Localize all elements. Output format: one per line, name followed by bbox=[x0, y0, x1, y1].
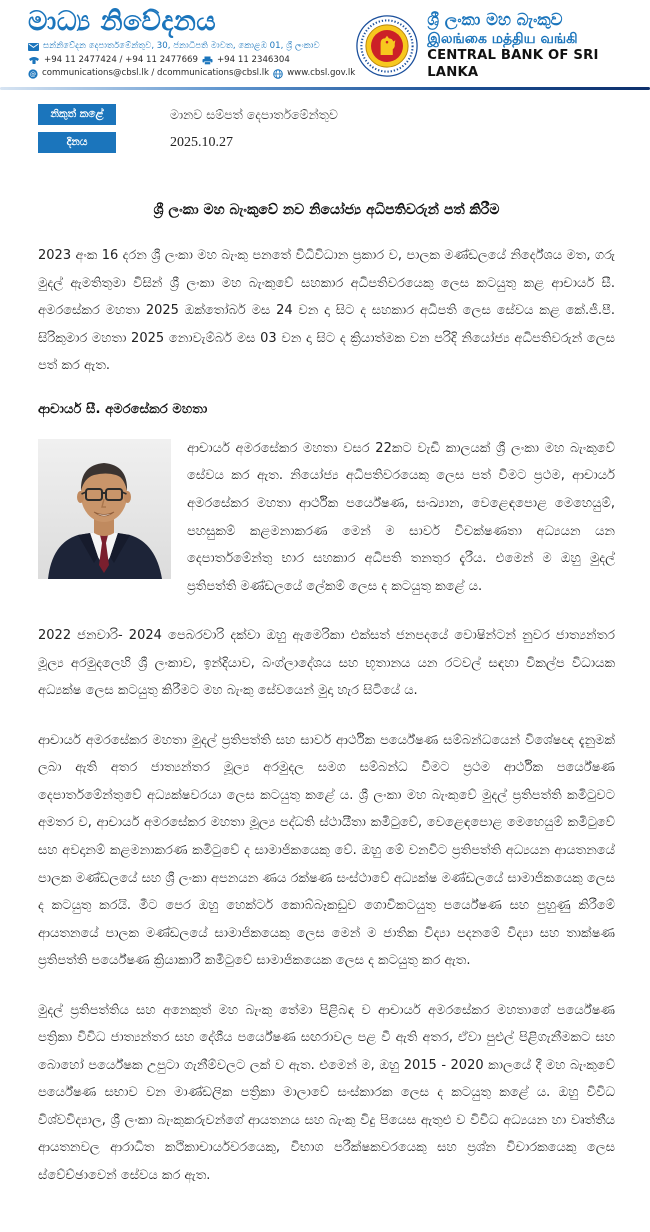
date-badge: දිනය bbox=[38, 132, 116, 153]
globe-icon bbox=[273, 69, 283, 79]
document-body bbox=[0, 160, 650, 1231]
bank-name-sinhala: ශ්‍රී ලංකා මහ බැංකුව bbox=[427, 10, 563, 29]
meta-section bbox=[0, 90, 650, 153]
phone-icon bbox=[28, 56, 40, 65]
paragraph-research-publications: මුදල් ප්‍රතිපත්තිය සහ අනෙකුත් මහ බැංකු තේමා පිළිබඳ ව ආචාර්ය අමරසේකර මහතාගේ පර්යේෂණ පත්‍රිකා විවිධ ජාත්‍යන්තර සහ දේශීය පර්යේෂණ සඟරාවල පළ වී ඇති අතර, ඒවා පුළුල් පිළිගැනීමකට සහ බොහෝ පර්යේෂක උපුටා ගැනීම්වලට ලක් ව ඇත. එමෙන් ම, ඔහු 2015 - 2020 කාලයේ දී මහ බැංකුවේ පර්යේෂණ සභාව වන මාණ්ඩලික පත්‍රිකා මාලාවේ සංස්කාරක ලෙස ද කටයුතු කළේ ය. ඔහු විවිධ විශ්වවිද්‍යාල, ශ්‍රී ලංකා බැංකුකරුවන්ගේ ආයතනය සහ බැංකු විදු පියෙස ඇතුළු ව විවිධ අධ්‍යයන හා වෘත්තීය ආයතනවල ආරාධිත කථිකාචාර්යවරයෙකු, විභාග පරීක්ෂකවරයෙකු සහ ප්‍රශ්න විචාරකයෙකු ලෙස ස්වේච්ඡාවෙන් සේවය කර ඇත. bbox=[38, 1002, 615, 1183]
cbsl-seal-logo bbox=[355, 14, 419, 78]
dr-amarasekara-photo bbox=[38, 439, 171, 579]
paragraph-imf-secondment: 2022 ජනවාරි- 2024 පෙබරවාරි දක්වා ඔහු ඇමෙරිකා එක්සත් ජනපදයේ වොෂින්ටන් නුවර ජාත්‍යන්තර මූල්‍ය අරමුදලෙහි ශ්‍රී ලංකාව, ඉන්දියාව, බංග්ලාදේශය සහ භූතානය යන රටවල් සඳහා විකල්ප විධායක අධ්‍යක්ෂ ලෙස කටයුතු කිරීමට මහ බැංකු සේවයෙන් මුදා හැර සිටියේ ය. bbox=[38, 628, 615, 699]
email-line bbox=[28, 67, 355, 80]
svg-text:@: @ bbox=[29, 70, 37, 78]
envelope-icon bbox=[28, 43, 39, 51]
masthead bbox=[0, 0, 650, 81]
press-release-headline: ශ්‍රී ලංකා මහ බැංකුවේ නව නියෝජ්‍ය අධිපතිවරුන් පත් කිරීම bbox=[153, 202, 500, 219]
paragraph-expertise-committees: ආචාර්ය අමරසේකර මහතා මුදල් ප්‍රතිපත්ති සහ සාර්ව ආර්ථික පර්යේෂණ සම්බන්ධයෙන් විශේෂඥ දැනුමක් ලබා ඇති අතර ජාත්‍යන්තර මූල්‍ය අරමුදල සමග සම්බන්ධ වීමට ප්‍රථම ආර්ථික පර්යේෂණ දෙපාර්තමේන්තුවේ අධ්‍යක්ෂවරයා ලෙස කටයුතු කළේ ය. ශ්‍රී ලංකා මහ බැංකුවේ මුදල් ප්‍රතිපත්ති කමිටුවට අමතර ව, ආචාර්ය අමරසේකර මහතා මූල්‍ය පද්ධති ස්ථායීතා කමිටුවේ, වෙළෙඳපොළ මෙහෙයුම් කමිටුවේ සහ අවදානම් කළමනාකරණ කමිටුවේ ද සාමාජිකයෙකු වේ. ඔහු මේ වනවිට ප්‍රතිපත්ති අධ්‍යයන ආයතනයේ පාලක මණ්ඩලයේ සහ ශ්‍රී ලංකා අපනයන ණය රක්ෂණ සංස්ථාවේ අධ්‍යක්ෂ මණ්ඩලයේ සාමාජිකයෙකු ලෙස ද කටයුතු කරයි. මීට පෙර ඔහු හෙක්ටර් කොබ්බෑකඩුව ගොවිකටයුතු පර්යේෂණ සහ පුහුණු කිරීමේ ආයතනයේ පාලක මණ්ඩලයේ සාමාජිකයෙකු ලෙස මෙන් ම ජාතික විද්‍යා පදනමේ විද්‍යා සහ තාක්ෂණ ප්‍රතිපත්ති පර්යේෂණ ක්‍රියාකාරී කමිටුවේ සාමාජිකයෙක ලෙස ද කටයුතු කර ඇත. bbox=[38, 732, 615, 969]
bank-name-tamil: இலங்கை மத்திய வங்கி bbox=[427, 30, 578, 47]
subheading-dr-amarasekara: ආචාර්ය සී. අමරසේකර මහතා bbox=[38, 401, 208, 417]
paragraph-career: ආචාර්ය අමරසේකර මහතා වසර 22කට වැඩි කාලයක් ශ්‍රී ලංකා මහ බැංකුවේ සේවය කර ඇත. නියෝජ්‍ය අධිපතිවරයෙකු ලෙස පත් වීමට ප්‍රථම, ආචාර්ය අමරසේකර මහතා ආර්ථික පර්යේෂණ, සංඛ්‍යාන, වෙළෙඳපොළ මෙහෙයුම්, පහසුකම් කළමනාකරණ මෙන් ම සාර්ව විචක්ෂණතා අධ්‍යයන යන දෙපාර්තමේන්තු භාර සහකාර අධිපති තනතුර දැරීය. එමෙන් ම ඔහු මුදල් ප්‍රතිපත්ති මණ්ඩලයේ ලේකම් ලෙස ද කටයුතු කළේ ය. bbox=[187, 440, 615, 594]
fax-icon bbox=[202, 56, 213, 65]
masthead-left bbox=[28, 8, 355, 80]
phone-line bbox=[28, 54, 355, 67]
email-at-icon bbox=[28, 69, 38, 79]
fax-number: +94 11 2346304 bbox=[216, 54, 290, 65]
address-line bbox=[28, 40, 355, 53]
issued-by-row bbox=[38, 104, 615, 125]
website-url: www.cbsl.gov.lk bbox=[287, 67, 356, 78]
bank-names bbox=[427, 10, 632, 81]
date-row bbox=[38, 132, 615, 153]
paragraph-appointments: 2023 අංක 16 දරන ශ්‍රී ලංකා මහ බැංකු පනතේ විධිවිධාන ප්‍රකාර ව, පාලක මණ්ඩලයේ නිර්දේශය මත, ගරු මුදල් ඇමතිතුමා විසින් ශ්‍රී ලංකා මහ බැංකුවේ සහකාර අධිපතිවරයෙකු ලෙස කටයුතු කළ ආචාර්ය සී. අමරසේකර මහතා 2025 ඔක්තෝබර් මස 24 වන දා සිට ද සහකාර අධිපති ලෙස සේවය කළ කේ.ජී.පී. සිරිකුමාර මහතා 2025 නොවැම්බර් මස 03 වන දා සිට ද ක්‍රියාත්මක වන පරිදි නියෝජ්‍ය අධිපතිවරුන් ලෙස පත් කර ඇත. bbox=[38, 248, 615, 374]
media-release-title: මාධ්‍ය නිවේදනය bbox=[28, 6, 217, 37]
address-text: සන්නිවේදන දෙපාර්තමේන්තුව, 30, ජනාධිපති මාවත, කොළඹ 01, ශ්‍රී ලංකාව bbox=[43, 41, 320, 52]
masthead-right bbox=[355, 8, 632, 81]
bank-name-english: CENTRAL BANK OF SRI LANKA bbox=[427, 48, 599, 80]
email-addresses: communications@cbsl.lk / dcommunications@cbsl.lk bbox=[42, 67, 270, 78]
date-value: 2025.10.27 bbox=[170, 134, 233, 150]
phone-numbers: +94 11 2477424 / +94 11 2477669 bbox=[44, 54, 198, 65]
issued-by-value: මානව සම්පත් දෙපාර්තමේන්තුව bbox=[170, 106, 338, 122]
bio-with-photo bbox=[38, 435, 615, 622]
issued-by-badge: නිකුත් කළේ bbox=[38, 104, 116, 125]
